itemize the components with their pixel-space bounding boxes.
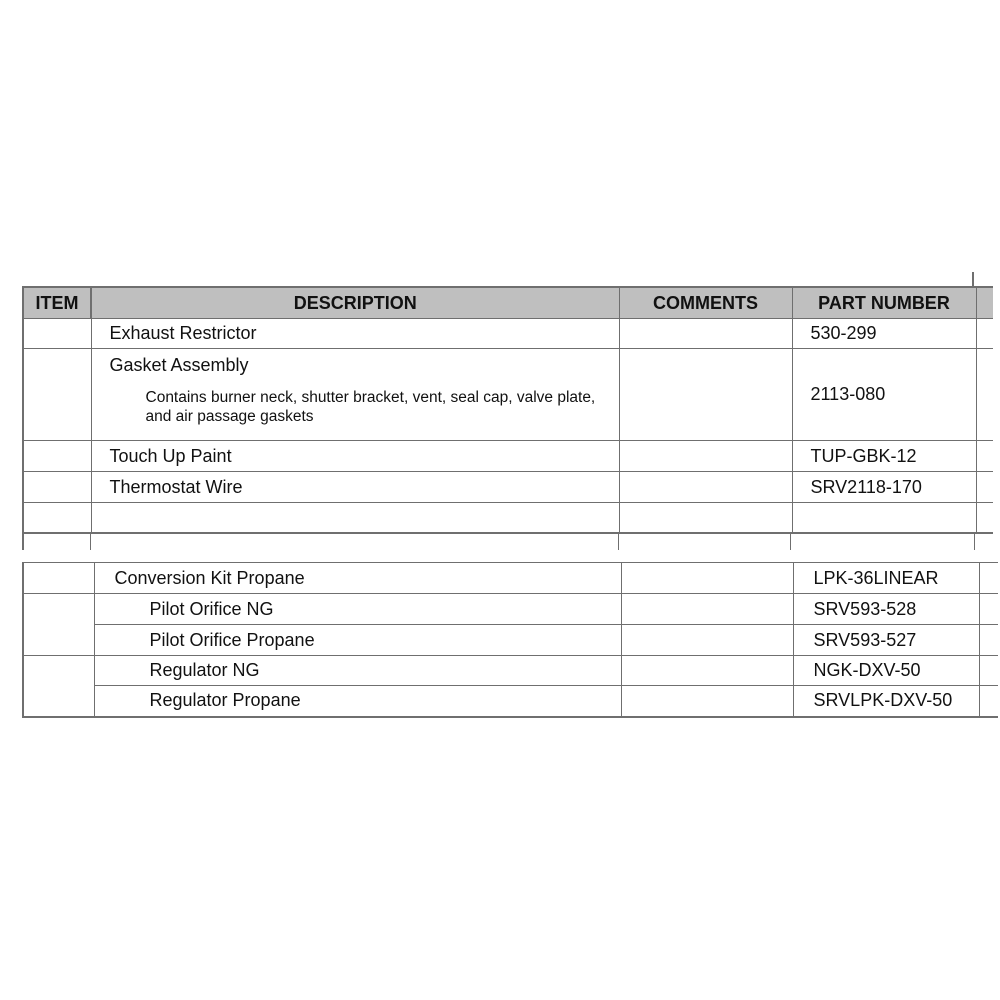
header-part-number: PART NUMBER [792,287,976,319]
table-row [23,563,998,594]
description-subtext: Contains burner neck, shutter bracket, vent, seal cap, valve plate, and air passage gaskets [145,389,596,425]
extra-cell [976,472,993,503]
part-number-cell: NGK-DXV-50 [793,656,979,686]
description-cell: Pilot Orifice Propane [94,625,621,656]
comments-cell [621,563,793,594]
part-number-cell: TUP-GBK-12 [792,441,976,472]
description-cell: Exhaust Restrictor [91,319,619,349]
item-cell [23,594,94,656]
item-cell [23,319,91,349]
header-item: ITEM [23,287,91,319]
description-cell: Regulator NG [94,656,621,686]
table-row [23,686,998,717]
extra-cell [976,349,993,441]
row-divider [90,532,91,550]
comments-cell [619,472,792,503]
description-cell: Conversion Kit Propane [94,563,621,594]
table-row [23,349,993,441]
header-comments: COMMENTS [619,287,792,319]
row-divider [790,532,791,550]
extra-cell [976,441,993,472]
part-number-cell: SRV593-528 [793,594,979,625]
extra-cell [976,319,993,349]
description-text: Gasket Assembly [109,355,249,375]
item-cell [23,472,91,503]
comments-cell [621,656,793,686]
description-cell: Regulator Propane [94,686,621,717]
comments-cell [621,686,793,717]
parts-table-lower [22,562,998,718]
comments-cell [621,625,793,656]
comments-cell [619,319,792,349]
row-divider [974,532,975,550]
description-cell: Thermostat Wire [91,472,619,503]
item-cell [23,441,91,472]
parts-table-upper [22,286,993,534]
extra-cell [979,656,998,686]
part-number-cell: SRV593-527 [793,625,979,656]
extra-cell [979,625,998,656]
extra-cell [979,686,998,717]
item-cell [23,349,91,441]
extra-cell [979,563,998,594]
description-cell [91,349,619,441]
row-divider [22,532,24,550]
comments-cell [621,594,793,625]
header-description: DESCRIPTION [91,287,619,319]
item-cell [23,563,94,594]
part-number-cell: SRV2118-170 [792,472,976,503]
part-number-cell: 2113-080 [792,349,976,441]
extra-cell [976,503,993,533]
table-row [23,441,993,472]
description-cell: Pilot Orifice NG [94,594,621,625]
description-cell [91,503,619,533]
header-extra [976,287,993,319]
part-number-cell: LPK-36LINEAR [793,563,979,594]
table-row [23,594,998,625]
part-number-cell: SRVLPK-DXV-50 [793,686,979,717]
table-header-row [23,287,993,319]
item-cell [23,503,91,533]
table-row [23,472,993,503]
table-row [23,625,998,656]
table-row [23,656,998,686]
table-row [23,503,993,533]
comments-cell [619,441,792,472]
item-cell [23,656,94,717]
part-number-cell: 530-299 [792,319,976,349]
comments-cell [619,503,792,533]
table-row [23,319,993,349]
extra-cell [979,594,998,625]
row-divider [618,532,619,550]
comments-cell [619,349,792,441]
description-cell: Touch Up Paint [91,441,619,472]
part-number-cell [792,503,976,533]
